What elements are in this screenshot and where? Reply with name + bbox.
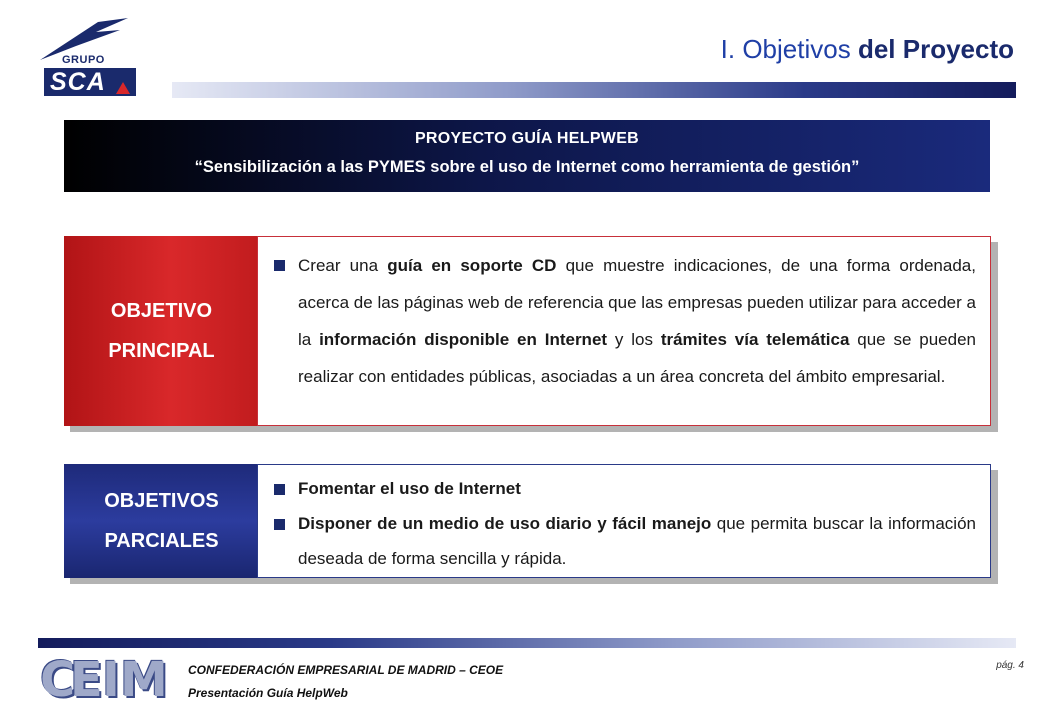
square-bullet-icon <box>274 484 285 495</box>
principal-text-6: trámites vía telemática <box>660 330 850 349</box>
square-bullet-icon <box>274 260 285 271</box>
parciales-bullet-list <box>272 471 976 576</box>
principal-text-1: Crear una <box>298 256 388 275</box>
parciales-bullet-1 <box>272 471 976 506</box>
project-banner <box>64 120 990 192</box>
principal-text-7: que se pueden realizar con entidades públicas, asociadas a un área concreta del ámbito empresarial. <box>298 330 976 386</box>
footer-organization: CONFEDERACIÓN EMPRESARIAL DE MADRID – CEOE <box>188 663 504 677</box>
sca-logo <box>36 16 136 98</box>
ceim-letter-i: I <box>102 652 120 708</box>
footer-gradient-bar <box>38 638 1016 648</box>
title-rest: del Proyecto <box>850 34 1014 64</box>
footer-subtitle: Presentación Guía HelpWeb <box>188 686 348 700</box>
principal-text-2: guía en soporte CD <box>387 256 557 275</box>
parciales-label-line1: OBJETIVOS <box>104 490 219 512</box>
parciales-bullet-2-bold: Disponer de un medio de uso diario y fácil manejo <box>298 514 712 533</box>
parciales-bullet-1-text: Fomentar el uso de Internet <box>298 479 521 498</box>
parciales-label-line2: PARCIALES <box>104 530 219 552</box>
objetivos-parciales-content <box>257 464 991 578</box>
principal-text-5: y los <box>607 330 661 349</box>
banner-subtitle: “Sensibilización a las PYMES sobre el uso de Internet como herramienta de gestión” <box>194 158 860 176</box>
ceim-letter-m: M <box>120 652 168 708</box>
objetivos-parciales-label <box>64 464 259 578</box>
principal-text-4: información disponible en Internet <box>319 330 608 349</box>
parciales-bullet-2-rest: que permita buscar la información deseada de forma sencilla y rápida. <box>298 514 976 568</box>
principal-label-line1: OBJETIVO <box>110 300 213 322</box>
ceim-letter-c: C <box>40 652 76 708</box>
ceim-letter-e: E <box>70 652 103 708</box>
logo-grupo-text: GRUPO <box>62 54 105 66</box>
square-bullet-icon <box>274 519 285 530</box>
banner-title: PROYECTO GUÍA HELPWEB <box>414 130 640 147</box>
logo-name-text: SCA <box>50 68 106 96</box>
page-number: pág. 4 <box>996 660 1024 671</box>
parciales-bullet-2 <box>272 506 976 576</box>
header-gradient-bar <box>172 82 1016 98</box>
principal-label-line2: PRINCIPAL <box>108 340 215 362</box>
title-section: I. Objetivos <box>720 34 851 64</box>
principal-text-3: que muestre indicaciones, de una forma ordenada, acerca de las páginas web de referencia que las empresas pueden utilizar para acceder a la <box>298 256 976 349</box>
logo-triangle-icon <box>116 82 130 94</box>
objetivo-principal-label <box>64 236 259 426</box>
ceim-logo <box>40 654 166 706</box>
objetivo-principal-content <box>257 236 991 426</box>
principal-bullet <box>272 247 976 395</box>
page-title <box>721 34 1014 65</box>
principal-bullet-list <box>272 247 976 395</box>
